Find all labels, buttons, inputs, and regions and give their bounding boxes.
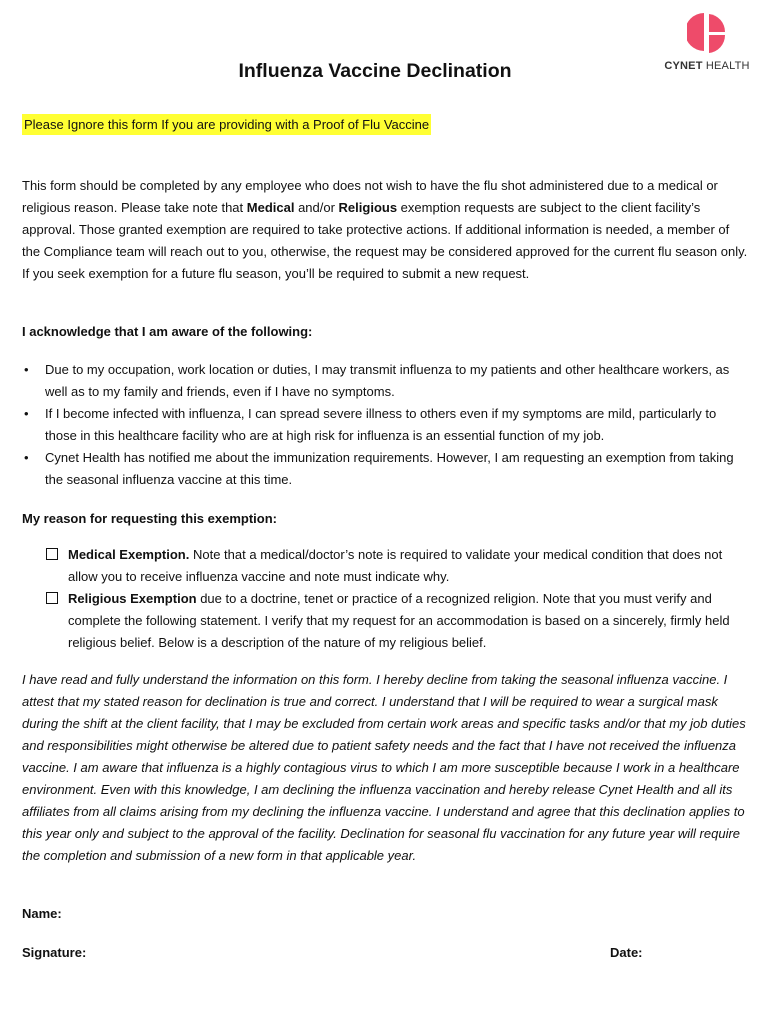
reason-heading: My reason for requesting this exemption: — [22, 511, 277, 526]
religious-exemption-option — [45, 588, 748, 654]
exemption-options — [45, 544, 748, 654]
declaration-statement: I have read and fully understand the information on this form. I hereby decline from taking the seasonal influenza vaccine. I attest that my stated reason for declination is true and correct. I understand that I will be required to wear a surgical mask during the shift at the client facility, that I may be excluded from certain work areas and specific tasks and/or that my job duties and responsibilities might otherwise be altered due to patient safety needs and the fact that I have not received the influenza vaccine. I am aware that influenza is a highly contagious virus to which I am more susceptible because I work in a healthcare environment. Even with this knowledge, I am declining the influenza vaccination and hereby release Cynet Health and all its affiliates from all claims arising from my declining the influenza vaccine. I understand and agree that this declination applies to this year only and subject to the approval of the facility. Declination for seasonal flu vaccination for any future year will require the completion and submission of a new form in that applicable year. — [22, 672, 746, 863]
religious-exemption-label: Religious Exemption — [68, 591, 197, 606]
list-item: • If I become infected with influenza, I can spread severe illness to others even if my symptoms are mild, particularly to those in this healthcare facility who are at high risk for influenza is an essential function of my job. — [22, 403, 748, 447]
date-field-label[interactable]: Date: — [610, 945, 643, 960]
list-item: • Due to my occupation, work location or duties, I may transmit influenza to my patients and other healthcare workers, as well as to my family and friends, even if I have no symptoms. — [22, 359, 748, 403]
medical-exemption-text: Note that a medical/doctor’s note is required to validate your medical condition that does not allow you to receive influenza vaccine and note must indicate why. — [68, 547, 723, 584]
signature-field-label[interactable]: Signature: — [22, 945, 87, 960]
list-item: • Cynet Health has notified me about the immunization requirements. However, I am requesting an exemption from taking the seasonal influenza vaccine at this time. — [22, 447, 748, 491]
medical-exemption-option — [45, 544, 748, 588]
intro-paragraph: This form should be completed by any employee who does not wish to have the flu shot administered due to a medical or religious reason. Please take note that Medical and/or Religious exemption requests are subject to the client facility’s approval. Those granted exemption are required to take protective actions. If additional information is needed, a member of the Compliance team will reach out to you, otherwise, the request may be considered approved for the current flu season only. If you seek exemption for a future flu season, you’ll be required to submit a new request. — [22, 178, 748, 281]
logo-wordmark: CYNET HEALTH — [664, 60, 750, 72]
page-title: Influenza Vaccine Declination — [238, 60, 512, 82]
name-field-label[interactable]: Name: — [22, 906, 62, 921]
medical-exemption-checkbox[interactable] — [46, 548, 58, 560]
religious-exemption-text: due to a doctrine, tenet or practice of a recognized religion. Note that you must verify and complete the following statement. I verify that my request for an accommodation is based on a sincerely, firmly held religious belief. Below is a description of the nature of my religious belief. — [68, 591, 730, 650]
proof-notice: Please Ignore this form If you are providing with a Proof of Flu Vaccine — [22, 114, 431, 135]
acknowledge-heading: I acknowledge that I am aware of the following: — [22, 324, 313, 339]
acknowledge-list — [22, 359, 748, 491]
medical-exemption-label: Medical Exemption. — [68, 547, 190, 562]
cynet-logo-icon — [687, 10, 727, 56]
religious-exemption-checkbox[interactable] — [46, 592, 58, 604]
